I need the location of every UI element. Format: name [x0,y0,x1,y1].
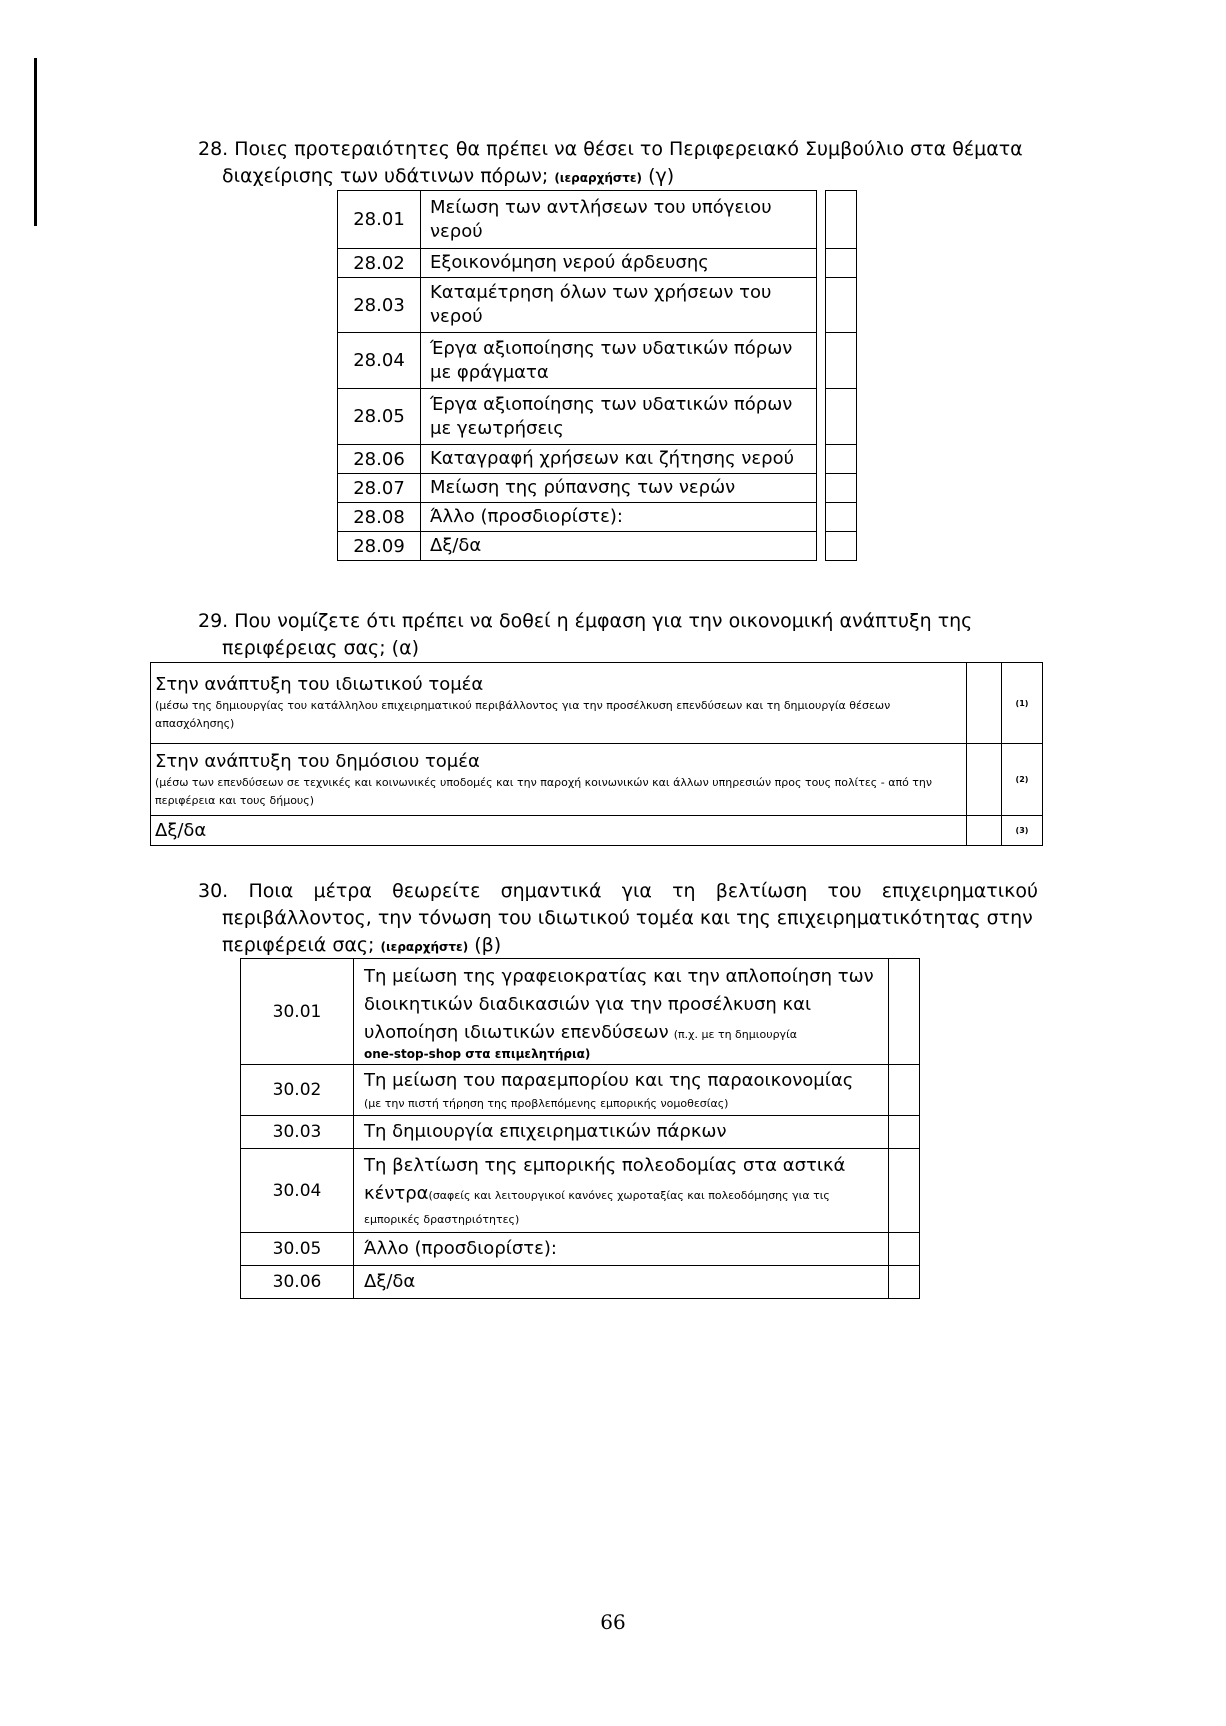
table-row [241,1149,920,1233]
question-hint: (ιεραρχήστε) [380,940,469,954]
table-row [151,663,1043,744]
table-row [241,1266,920,1299]
option-code: 30.02 [241,1065,354,1116]
options-table-29 [150,662,1043,846]
answer-box[interactable] [826,278,857,333]
answer-box[interactable] [889,1149,920,1233]
option-label: Τη μείωση του παραεμπορίου και της παραοικονομίας [364,1070,854,1091]
option-label: Εξοικονόμηση νερού άρδευσης [421,249,817,278]
answer-box[interactable] [826,532,857,561]
answer-box[interactable] [826,389,857,445]
option-code: 28.03 [338,278,421,333]
option-label: Καταγραφή χρήσεων και ζήτησης νερού [421,445,817,474]
table-row [338,503,857,532]
option-label: Μείωση των αντλήσεων του υπόγειου νερού [421,191,817,249]
option-label: Μείωση της ρύπανσης των νερών [421,474,817,503]
option-mark: (1) [1002,663,1043,744]
question-28 [198,136,1078,192]
table-row [338,389,857,445]
table-row [338,474,857,503]
table-row [241,1233,920,1266]
table-row [241,1116,920,1149]
option-label: Στην ανάπτυξη του δημόσιου τομέα [155,750,480,772]
option-label: Άλλο (προσδιορίστε): [364,1238,557,1259]
option-label: Δξ/δα [155,819,207,841]
answer-box[interactable] [967,744,1002,816]
question-text: Ποιες προτεραιότητες θα πρέπει να θέσει το Περιφερειακό Συμβούλιο στα θέματα [234,138,1023,160]
table-row [338,191,857,249]
question-29 [198,608,1030,662]
option-code: 28.04 [338,333,421,389]
answer-box[interactable] [889,1266,920,1299]
option-code: 30.01 [241,959,354,1065]
question-number: 30. [198,880,229,902]
question-text-cont: περιφέρειά σας; [222,934,375,956]
question-text: Που νομίζετε ότι πρέπει να δοθεί η έμφαση για την οικονομική ανάπτυξη της [234,610,973,632]
question-text-cont: διαχείρισης των υδάτινων πόρων; [222,165,549,187]
option-label: Τη δημιουργία επιχειρηματικών πάρκων [364,1121,727,1142]
option-label: Τη μείωση της γραφειοκρατίας και την απλοποίηση των διοικητικών διαδικασιών για την προσέλκυση και υλοποίηση ιδιωτικών επενδύσεων [364,965,874,1043]
option-note: (μέσω της δημιουργίας του κατάλληλου επιχειρηματικού περιβάλλοντος για την προσέλκυση επενδύσεων και τη δημιουργία θέσεων απασχόλησης) [155,699,891,730]
answer-box[interactable] [889,1116,920,1149]
option-code: 28.02 [338,249,421,278]
option-label: Άλλο (προσδιορίστε): [421,503,817,532]
option-code: 28.08 [338,503,421,532]
answer-box[interactable] [826,249,857,278]
options-table-30 [240,958,920,1299]
answer-box[interactable] [826,474,857,503]
option-mark: (2) [1002,744,1043,816]
answer-box[interactable] [826,503,857,532]
question-text-cont: περιφέρειας σας; [222,637,386,659]
option-note: (με την πιστή τήρηση της προβλεπόμενης εμπορικής νομοθεσίας) [364,1097,729,1110]
question-tag: (α) [391,637,420,659]
table-row [241,959,920,1065]
option-code: 30.03 [241,1116,354,1149]
answer-box[interactable] [889,1065,920,1116]
question-30 [198,878,1038,961]
margin-line [34,58,37,226]
question-hint: (ιεραρχήστε) [554,171,643,185]
option-code: 28.05 [338,389,421,445]
option-code: 30.05 [241,1233,354,1266]
answer-box[interactable] [826,191,857,249]
option-mark: (3) [1002,816,1043,846]
option-code: 28.06 [338,445,421,474]
answer-box[interactable] [889,1233,920,1266]
answer-box[interactable] [826,445,857,474]
option-code: 28.07 [338,474,421,503]
table-row [338,333,857,389]
question-number: 29. [198,610,229,632]
option-code: 28.09 [338,532,421,561]
question-tag: (β) [474,934,502,956]
option-code: 30.06 [241,1266,354,1299]
option-label: Έργα αξιοποίησης των υδατικών πόρων με γεωτρήσεις [421,389,817,445]
question-text-cont: περιβάλλοντος, την τόνωση του ιδιωτικού τομέα και της επιχειρηματικότητας στην [222,907,1033,929]
option-label: Καταμέτρηση όλων των χρήσεων του νερού [421,278,817,333]
option-note: (μέσω των επενδύσεων σε τεχνικές και κοινωνικές υποδομές και την παροχή κοινωνικών και άλλων υπηρεσιών προς τους πολίτες - από την περιφέρεια και τους δήμους) [155,775,933,807]
table-row [338,445,857,474]
option-label: Δξ/δα [421,532,817,561]
option-label: Τη βελτίωση της εμπορικής πολεοδομίας στα αστικά κέντρα [364,1155,846,1204]
options-table-28 [337,190,857,561]
page-number: 66 [600,1610,626,1634]
option-code: 30.04 [241,1149,354,1233]
option-label: Έργα αξιοποίησης των υδατικών πόρων με φράγματα [421,333,817,389]
question-number: 28. [198,138,229,160]
answer-box[interactable] [826,333,857,389]
question-tag: (γ) [648,165,675,187]
answer-box[interactable] [967,816,1002,846]
option-label: Στην ανάπτυξη του ιδιωτικού τομέα [155,674,484,695]
table-row [151,744,1043,816]
option-note-bold: one-stop-shop στα επιμελητήρια) [364,1046,591,1061]
answer-box[interactable] [967,663,1002,744]
option-note: (π.χ. με τη δημιουργία [673,1027,798,1041]
option-note: (σαφείς και λειτουργικοί κανόνες χωροταξίας και πολεοδόμησης για τις εμπορικές δραστηριότητες) [364,1189,830,1226]
option-label: Δξ/δα [364,1271,416,1292]
table-row [338,249,857,278]
question-text: Ποια μέτρα θεωρείτε σημαντικά για τη βελτίωση του επιχειρηματικού [248,880,1038,902]
table-row [241,1065,920,1116]
option-code: 28.01 [338,191,421,249]
answer-box[interactable] [889,959,920,1065]
table-row [338,278,857,333]
table-row [151,816,1043,846]
table-row [338,532,857,561]
